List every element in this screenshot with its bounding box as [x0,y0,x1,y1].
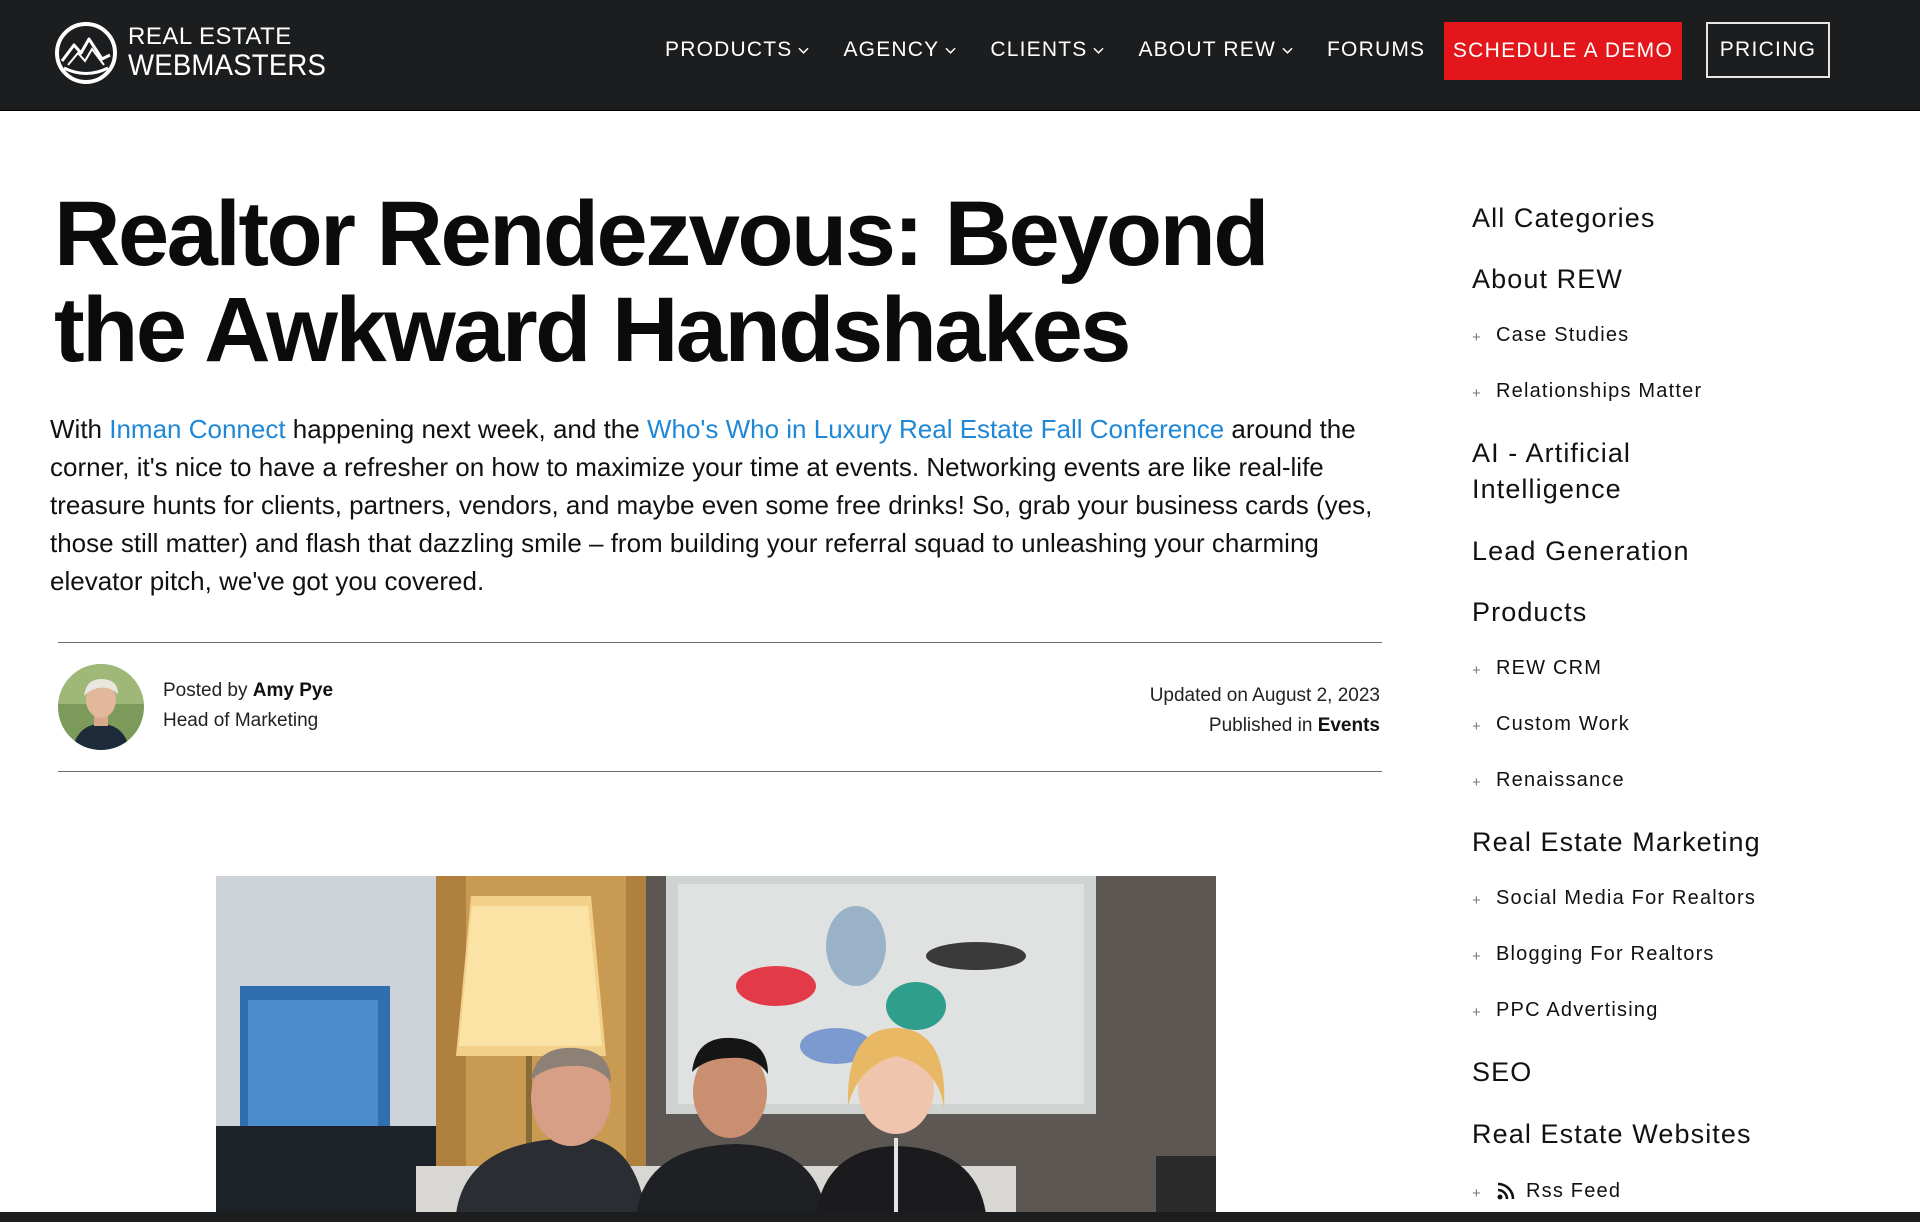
plus-icon: + [1472,948,1482,965]
category-seo[interactable]: SEO [1472,1057,1533,1087]
event-photo [216,876,1216,1214]
nav-forums[interactable] [1327,38,1425,62]
category-all[interactable]: All Categories [1472,203,1656,233]
plus-icon: + [1472,774,1482,791]
nav-about-rew[interactable] [1138,38,1293,62]
main-nav [665,0,1425,100]
site-logo[interactable] [54,18,343,88]
subcategory-label: Blogging For Realtors [1496,943,1715,965]
category-products[interactable]: Products [1472,597,1588,627]
category-about-rew[interactable]: About REW [1472,264,1623,294]
category-lead-generation[interactable]: Lead Generation [1472,536,1690,566]
category-real-estate-marketing[interactable]: Real Estate Marketing [1472,827,1761,857]
published-prefix: Published in [1208,715,1318,736]
plus-icon: + [1472,718,1482,735]
subcategory-label: REW CRM [1496,657,1603,679]
published-in [1150,711,1380,741]
updated-date [1150,681,1380,711]
subcategory-label: Case Studies [1496,324,1630,346]
inman-connect-link[interactable]: Inman Connect [109,414,286,444]
category-real-estate-websites[interactable]: Real Estate Websites [1472,1119,1752,1149]
chevron-down-icon [1282,45,1293,56]
schedule-demo-button[interactable]: SCHEDULE A DEMO [1444,22,1682,80]
plus-icon: + [1472,662,1482,679]
article-title: Realtor Rendezvous: Beyond the Awkward Handshakes [54,183,1267,381]
nav-label: PRODUCTS [665,38,793,61]
top-navigation-bar [0,0,1920,111]
plus-icon: + [1472,1185,1482,1202]
divider [58,771,1382,772]
subcategory-social-media[interactable] [1472,881,1892,915]
nav-label: ABOUT REW [1138,38,1277,61]
rss-feed-link[interactable] [1472,1174,1892,1208]
intro-text: happening next week, and the [285,414,647,444]
category-ai[interactable]: AI - Artificial Intelligence [1472,438,1632,504]
chevron-down-icon [945,45,956,56]
nav-label: CLIENTS [990,38,1088,61]
bottom-edge-bar [0,1212,1920,1222]
mountain-logo-icon [54,21,118,85]
posted-by-prefix: Posted by [163,680,253,701]
plus-icon: + [1472,385,1482,402]
chevron-down-icon [1093,45,1104,56]
plus-icon: + [1472,1004,1482,1021]
category-sidebar [1472,200,1892,1208]
post-meta [1150,681,1380,741]
chevron-down-icon [798,45,809,56]
nav-label: FORUMS [1327,38,1426,61]
subcategory-renaissance[interactable] [1472,763,1892,797]
subcategory-label: Renaissance [1496,769,1625,791]
whos-who-conference-link[interactable]: Who's Who in Luxury Real Estate Fall Conference [646,414,1225,444]
intro-text: With [50,414,110,444]
logo-wordmark [128,25,343,81]
article-hero-image [216,876,1216,1214]
rss-icon [1496,1181,1516,1201]
updated-value: August 2, 2023 [1252,685,1380,706]
article-intro [50,410,1390,600]
subcategory-relationships-matter[interactable] [1472,374,1892,408]
divider [58,642,1382,643]
nav-clients[interactable] [990,38,1104,62]
author-photo [58,664,144,750]
author-name[interactable]: Amy Pye [252,680,334,701]
nav-agency[interactable] [843,38,956,62]
posted-by [163,676,333,706]
subcategory-label: Rss Feed [1526,1180,1622,1202]
subcategory-label: Social Media For Realtors [1496,887,1757,909]
subcategory-label: Custom Work [1496,713,1630,735]
subcategory-case-studies[interactable] [1472,318,1892,352]
intro-text: around the corner, it's nice to have a refresher on how to maximize your time at events. Networking events are like real-life treasure hunts for clients, partners, vendors, and maybe even some free drinks! So, grab your business cards (yes, those still matter) and flash that dazzling smile – from building your referral squad to unleashing your charming elevator pitch, we've got you covered. [50,414,1373,596]
subcategory-ppc-advertising[interactable] [1472,993,1892,1027]
category-link[interactable]: Events [1317,715,1380,736]
logo-line-1: REAL ESTATE [128,23,292,50]
updated-prefix: Updated on [1149,685,1253,706]
nav-products[interactable] [665,38,809,62]
subcategory-blogging[interactable] [1472,937,1892,971]
subcategory-custom-work[interactable] [1472,707,1892,741]
logo-line-2: WEBMASTERS [128,49,327,82]
author-avatar [58,664,144,750]
plus-icon: + [1472,329,1482,346]
nav-label: AGENCY [843,38,940,61]
subcategory-label: Relationships Matter [1496,380,1703,402]
author-byline [163,676,333,736]
pricing-button[interactable]: PRICING [1706,22,1830,78]
subcategory-label: PPC Advertising [1496,999,1659,1021]
subcategory-rew-crm[interactable] [1472,651,1892,685]
plus-icon: + [1472,892,1482,909]
author-role: Head of Marketing [163,710,319,731]
